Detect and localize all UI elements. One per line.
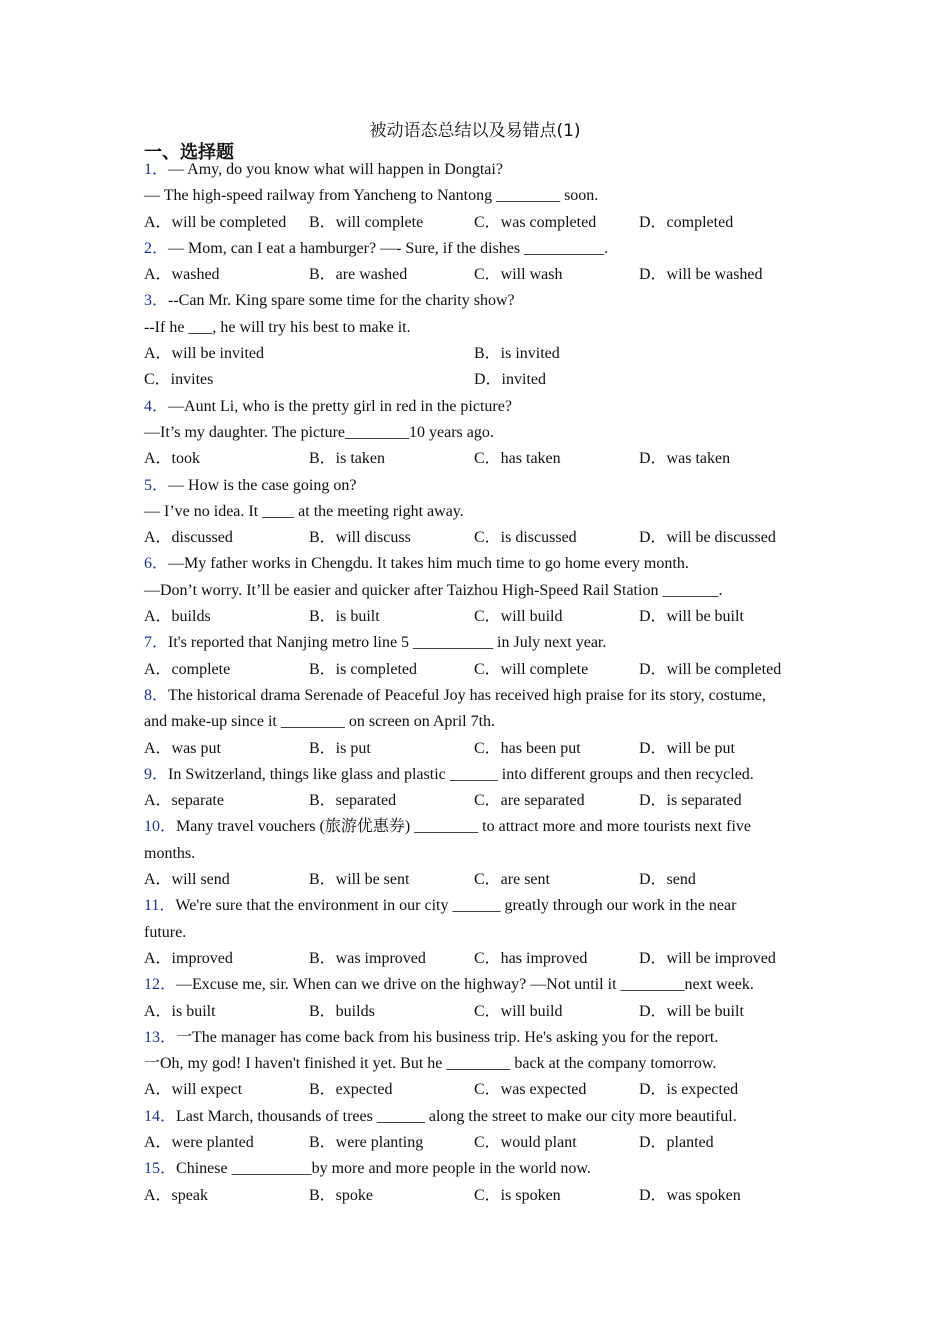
question-stem-continued <box>144 315 804 341</box>
question-number: 12． <box>144 976 177 994</box>
options-row <box>144 446 804 472</box>
option-a[interactable]: A．will be invited <box>144 345 264 363</box>
question-stem <box>144 473 804 499</box>
options-row <box>144 210 804 236</box>
question-text: — How is the case going on? <box>168 476 357 494</box>
question-number: 13． <box>144 1028 177 1046</box>
question-number: 4． <box>144 397 169 415</box>
question-number: 8． <box>144 686 169 704</box>
option-c[interactable]: C．are separated <box>474 792 585 810</box>
option-a[interactable]: A．complete <box>144 660 231 678</box>
option-c[interactable]: C．will wash <box>474 266 563 284</box>
question-number: 6． <box>144 555 169 573</box>
option-b[interactable]: B．are washed <box>309 266 408 284</box>
option-c[interactable]: C．has taken <box>474 450 561 468</box>
question-13 <box>144 1025 804 1104</box>
option-d[interactable]: D．is separated <box>639 792 742 810</box>
question-text: months. <box>144 844 196 862</box>
question-stem <box>144 972 804 998</box>
question-stem <box>144 236 804 262</box>
option-c[interactable]: C．has improved <box>474 949 588 967</box>
options-row <box>144 657 804 683</box>
question-stem <box>144 394 804 420</box>
question-text: —My father works in Chengdu. It takes him much time to go home every month. <box>168 555 689 573</box>
option-b[interactable]: B．is built <box>309 608 380 626</box>
option-d[interactable]: D．send <box>639 871 696 889</box>
question-9 <box>144 762 804 815</box>
option-c[interactable]: C．will complete <box>474 660 589 678</box>
question-stem-continued <box>144 841 804 867</box>
option-c[interactable]: C．has been put <box>474 739 581 757</box>
question-text: future. <box>144 923 187 941</box>
question-text: — The high-speed railway from Yancheng to Nantong ________ soon. <box>144 187 599 205</box>
question-text: —Aunt Li, who is the pretty girl in red in the picture? <box>168 397 512 415</box>
option-d[interactable]: D．will be washed <box>639 266 763 284</box>
option-a[interactable]: A．will send <box>144 871 230 889</box>
options-row <box>144 341 804 367</box>
option-c[interactable]: C．will build <box>474 1002 563 1020</box>
option-b[interactable]: B．is put <box>309 739 371 757</box>
option-a[interactable]: A．will expect <box>144 1081 243 1099</box>
option-d[interactable]: D．will be built <box>639 1002 744 1020</box>
question-text: Many travel vouchers (旅游优惠券) ________ to attract more and more tourists next five <box>176 818 751 836</box>
option-a[interactable]: A．is built <box>144 1002 216 1020</box>
option-a[interactable]: A．will be completed <box>144 213 287 231</box>
options-row <box>144 999 804 1025</box>
options-row <box>144 1130 804 1156</box>
option-c[interactable]: C．was expected <box>474 1081 587 1099</box>
question-stem-continued <box>144 499 804 525</box>
question-stem <box>144 630 804 656</box>
question-stem-continued <box>144 920 804 946</box>
question-2 <box>144 236 804 289</box>
question-stem-continued <box>144 1051 804 1077</box>
page-title: 被动语态总结以及易错点(1) <box>369 121 581 141</box>
question-text: 一The manager has come back from his business trip. He's asking you for the report. <box>176 1028 719 1046</box>
question-stem <box>144 1104 804 1130</box>
question-stem-continued <box>144 183 804 209</box>
question-8 <box>144 683 804 762</box>
options-row <box>144 604 804 630</box>
question-number: 10． <box>144 818 177 836</box>
option-c[interactable]: C．are sent <box>474 871 550 889</box>
option-a[interactable]: A．improved <box>144 949 233 967</box>
option-b[interactable]: B．separated <box>309 792 397 810</box>
option-b[interactable]: B．is taken <box>309 450 385 468</box>
question-stem <box>144 762 804 788</box>
option-b[interactable]: B．is completed <box>309 660 417 678</box>
option-b[interactable]: B．were planting <box>309 1133 424 1151</box>
option-a[interactable]: A．speak <box>144 1186 208 1204</box>
option-c[interactable]: C．was completed <box>474 213 597 231</box>
question-stem-continued <box>144 420 804 446</box>
question-text: — I’ve no idea. It ____ at the meeting right away. <box>144 502 464 520</box>
option-a[interactable]: A．discussed <box>144 529 233 547</box>
question-text: — Amy, do you know what will happen in Dongtai? <box>168 161 503 178</box>
options-row <box>144 1077 804 1103</box>
option-d[interactable]: D．was taken <box>639 450 731 468</box>
question-text: It's reported that Nanjing metro line 5 __________ in July next year. <box>168 634 607 652</box>
options-row <box>144 1183 804 1209</box>
question-number: 5． <box>144 476 169 494</box>
question-stem <box>144 1025 804 1051</box>
question-text: 一Oh, my god! I haven't finished it yet. But he ________ back at the company tomorrow. <box>144 1055 717 1073</box>
option-d[interactable]: D．will be built <box>639 608 744 626</box>
question-text: and make-up since it ________ on screen on April 7th. <box>144 713 496 731</box>
option-b[interactable]: B．is invited <box>474 345 560 363</box>
option-c[interactable]: C．will build <box>474 608 563 626</box>
option-a[interactable]: A．separate <box>144 792 224 810</box>
question-text: —Don’t worry. It’ll be easier and quicker after Taizhou High-Speed Rail Station _______. <box>144 581 723 599</box>
option-a[interactable]: A．builds <box>144 608 211 626</box>
option-d[interactable]: D．completed <box>639 213 734 231</box>
question-text: In Switzerland, things like glass and plastic ______ into different groups and then recycled. <box>168 765 754 783</box>
question-stem <box>144 157 804 183</box>
question-6 <box>144 551 804 630</box>
question-list <box>144 157 804 1209</box>
question-15 <box>144 1156 804 1209</box>
option-c[interactable]: C．is spoken <box>474 1186 561 1204</box>
question-stem <box>144 1156 804 1182</box>
question-number: 9． <box>144 765 169 783</box>
question-text: Last March, thousands of trees ______ along the street to make our city more beautiful. <box>176 1107 737 1125</box>
question-text: --If he ___, he will try his best to make it. <box>144 318 411 336</box>
options-row <box>144 262 804 288</box>
option-c[interactable]: C．invites <box>144 371 214 389</box>
question-stem-continued <box>144 709 804 735</box>
option-d[interactable]: D．will be completed <box>639 660 782 678</box>
question-stem <box>144 288 804 314</box>
option-c[interactable]: C．is discussed <box>474 529 577 547</box>
question-3 <box>144 288 804 393</box>
option-a[interactable]: A．took <box>144 450 201 468</box>
question-text: — Mom, can I eat a hamburger? —- Sure, if the dishes __________. <box>168 239 609 257</box>
option-d[interactable]: D．will be improved <box>639 949 776 967</box>
option-d[interactable]: D．invited <box>474 371 546 389</box>
option-c[interactable]: C．would plant <box>474 1133 577 1151</box>
option-b[interactable]: B．builds <box>309 1002 375 1020</box>
option-d[interactable]: D．will be put <box>639 739 735 757</box>
question-number: 2． <box>144 239 169 257</box>
question-11 <box>144 893 804 972</box>
question-number: 1． <box>144 161 169 178</box>
options-row <box>144 525 804 551</box>
option-b[interactable]: B．will be sent <box>309 871 410 889</box>
option-a[interactable]: A．were planted <box>144 1133 254 1151</box>
question-10 <box>144 814 804 893</box>
section-heading: 一、选择题 <box>144 142 234 163</box>
question-stem <box>144 814 804 840</box>
question-text: --Can Mr. King spare some time for the charity show? <box>168 292 515 310</box>
question-1 <box>144 157 804 236</box>
question-4 <box>144 394 804 473</box>
question-text: The historical drama Serenade of Peaceful Joy has received high praise for its story, costume, <box>168 686 766 704</box>
option-b[interactable]: B．will discuss <box>309 529 411 547</box>
question-number: 7． <box>144 634 169 652</box>
question-text: —Excuse me, sir. When can we drive on the highway? —Not until it ________next week. <box>176 976 754 994</box>
option-d[interactable]: D．is expected <box>639 1081 739 1099</box>
question-14 <box>144 1104 804 1157</box>
options-row <box>144 367 804 393</box>
question-stem <box>144 893 804 919</box>
question-number: 11． <box>144 897 176 915</box>
option-a[interactable]: A．was put <box>144 739 221 757</box>
option-d[interactable]: D．was spoken <box>639 1186 741 1204</box>
option-b[interactable]: B．expected <box>309 1081 393 1099</box>
question-number: 3． <box>144 292 169 310</box>
question-5 <box>144 473 804 552</box>
question-number: 15． <box>144 1160 177 1178</box>
question-stem <box>144 551 804 577</box>
question-12 <box>144 972 804 1025</box>
option-d[interactable]: D．will be discussed <box>639 529 776 547</box>
option-d[interactable]: D．planted <box>639 1133 714 1151</box>
options-row <box>144 946 804 972</box>
question-stem <box>144 683 804 709</box>
question-7 <box>144 630 804 683</box>
option-a[interactable]: A．washed <box>144 266 220 284</box>
option-b[interactable]: B．will complete <box>309 213 424 231</box>
question-stem-continued <box>144 578 804 604</box>
question-text: —It’s my daughter. The picture________10 years ago. <box>144 423 494 441</box>
option-b[interactable]: B．was improved <box>309 949 426 967</box>
question-number: 14． <box>144 1107 177 1125</box>
options-row <box>144 867 804 893</box>
options-row <box>144 788 804 814</box>
options-row <box>144 736 804 762</box>
question-text: Chinese __________by more and more people in the world now. <box>176 1160 591 1178</box>
question-text: We're sure that the environment in our city ______ greatly through our work in the near <box>175 897 737 915</box>
option-b[interactable]: B．spoke <box>309 1186 374 1204</box>
